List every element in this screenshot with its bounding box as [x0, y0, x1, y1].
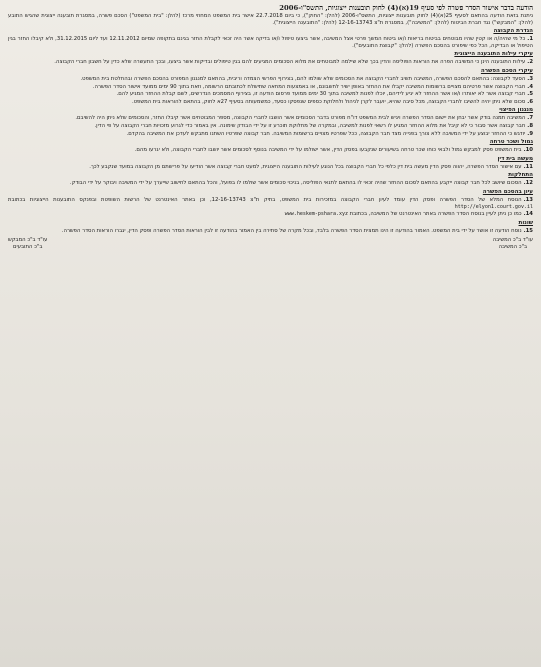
paragraph-number: 8.: [527, 122, 533, 129]
paragraph-number: 12.: [523, 180, 533, 187]
website-link[interactable]: www.heskem-pshara.xyz: [284, 211, 348, 218]
signature-block: [493, 237, 533, 250]
section-heading: עיקרי עילות התובענה הייצוגית: [454, 51, 533, 58]
section-paragraph: [8, 36, 533, 49]
paragraph-text: יודגש כי ההחזר יבוצע על ידי המשיבה ללא צורך בפנייה מצד חבר הקבוצה, ככל שפרטיו מצויים ברשומות המשיבה. חבר קבוצה שפרטיו השתנו מתבקש לעדכן את המשיבה בהקדם.: [126, 130, 526, 137]
paragraph-text: המשיבה תמנה בודק אשר יבחן את יישום הסדר הפשרה ויגיש לבית המשפט דו"ח מפורט בדבר הסכומים אשר הושבו לחברי הקבוצה, מספר המבוטחים אשר קיבלו החזר, והסכומים שלא ניתן היה להשיבם.: [75, 115, 526, 122]
section-heading: מעשה בית דין: [497, 155, 533, 162]
signatures: [8, 237, 533, 250]
section-heading: עיקרי הסכם הפשרה: [480, 67, 533, 74]
section-paragraph: [8, 76, 533, 83]
paragraph-text: עילות התובענה הינן כי המשיבה הפרה את הוראות הפוליסה והדין בכך שלא שילמה למבוטחים את מלוא הסכומים המגיעים להם בגין טיפולים ובדיקות אשר ביצעו, ובכך התעשרה שלא כדין על חשבון חברי הקבוצה.: [54, 59, 526, 66]
section-paragraph: [8, 123, 533, 130]
paragraph-text: הסכום שיושב לכל חבר קבוצה ייקבע בהתאם לסכום ההחזר שהיה זכאי לו בהתאם לתנאי הפוליסה, בניכוי סכומים אשר שולמו לו בפועל, והכל בהתאם לחישוב שייערך על ידי המשיבה ויבוקר על ידי הבודק.: [69, 180, 522, 187]
section-paragraph: [8, 59, 533, 66]
paragraph-text: כמו כן ניתן לעיין בנוסח הסדר הפשרה באתר האינטרנט של המשיבה, בכתובת: [349, 211, 522, 218]
section-paragraph: [8, 228, 533, 235]
notice-sections: [8, 28, 533, 234]
paragraph-number: 5.: [527, 91, 533, 98]
website-link[interactable]: http://elyon1.court.gov.il: [454, 203, 533, 210]
section-paragraph: [8, 115, 533, 122]
paragraph-text: בית המשפט פסק למבקש גמול ולבאי כוחו שכר טרחה בשיעורים שנקבעו בפסק הדין, אשר ישולמו על ידי המשיבה בנוסף לסכומים אשר יושבו לחברי הקבוצה, ולא יגרעו מהם.: [134, 147, 522, 154]
section-paragraph: [8, 197, 533, 210]
paragraph-text: כל מי שהיה/ה או קטין שהיו מבוטחים בביטוח בריאות ו/או ביטוח המשך פרטי אצל המשיבה, אשר ביצעו טיפול ו/או בדיקה אשר היה זכאי לקבלת החזר בגינם בתקופה שמיום 12.11.2012 ועד ליום 31.12.2015, ולא קיבלו החזר בגין הטיפול או הבדיקה, הכל כפי שיפורט בהסכם הפשרה (להלן: "קבוצת התובעים").: [8, 36, 533, 49]
signature-role: ב"כ התובעים: [12, 243, 43, 250]
paragraph-text: נוסח הודעה זו אושר על ידי בית המשפט. האמור בהודעה זו הינו תמצית הסדר הפשרה בלבד, ובכל מקרה של סתירה בין האמור בהודעה זו לבין הוראות הסדר הפשרה ופסק הדין, יגברו הוראות הסדר הפשרה.: [61, 227, 522, 234]
section-heading: התחלקות: [508, 172, 533, 179]
paragraph-number: 10.: [523, 147, 533, 154]
section-heading: מנגנון הפיצוי: [499, 107, 533, 114]
paragraph-number: 7.: [527, 115, 533, 122]
paragraph-number: 1.: [527, 36, 533, 43]
paragraph-number: 9.: [527, 130, 533, 137]
paragraph-number: 15.: [523, 227, 533, 234]
paragraph-number: 3.: [527, 75, 533, 82]
section-heading: שונות: [518, 219, 533, 226]
paragraph-number: 13.: [523, 196, 533, 203]
paragraph-text: עם אישור הסדר הפשרה, יהווה פסק הדין מעשה בית דין כלפי כל חברי הקבוצה בכל הנוגע לעילות התובענה הייצוגית, למעט חברי קבוצה אשר הודיעו על פרישתם מן הקבוצה במועד שנקבע לכך.: [89, 163, 522, 170]
section-heading: גמול ושכר טרחה: [489, 139, 533, 146]
section-paragraph: [8, 131, 533, 138]
section-paragraph: [8, 211, 533, 218]
section-paragraph: [8, 91, 533, 98]
section-heading: עיון בהסכם הפשרה: [482, 188, 533, 195]
paragraph-number: 4.: [527, 83, 533, 90]
section-paragraph: [8, 84, 533, 91]
signature-name: עו"ד ב"כ המבקש: [8, 237, 48, 244]
section-paragraph: [8, 147, 533, 154]
notice-title: הודעה בדבר אישור הסדר פשרה לפי סעיף 19(א)(4) לחוק תובענות ייצוגיות, התשס"ו-2006: [279, 4, 533, 12]
paragraph-text: חברי קבוצה אשר לא יאותרו ו/או אשר ההחזר לא יגיע לידיהם, יוכלו לפנות למשיבה בתוך 30 ימים ממועד פרסום הודעה זו, בצירוף המסמכים הנדרשים, לשם קבלת ההחזר המגיע להם.: [116, 91, 526, 98]
paragraph-number: 6.: [527, 98, 533, 105]
section-paragraph: [8, 180, 533, 187]
paragraph-text: חברי הקבוצה אשר פרטיהם מצויים ברשומות המשיבה יקבלו את ההחזר באופן ישיר לחשבונם, או באמצעות המחאה שתישלח לכתובתם הרשומה, וזאת בתוך 90 ימים ממועד אישור הסדר הפשרה.: [92, 83, 526, 90]
signature-block: [8, 237, 47, 250]
paragraph-number: 11.: [523, 163, 533, 170]
paragraph-text: הסעד לקבוצה: בהתאם להסכם הפשרה, המשיבה תשיב לחברי הקבוצה את הסכומים שלא שולמו להם, בצירוף הפרשי הצמדה וריבית, בהתאם למנגנון המפורט בהסכם הפשרה ובהחלטת בית המשפט.: [80, 75, 526, 82]
paragraph-text: סכום שלא ניתן יהיה להשיבו לחברי הקבוצה, מכל סיבה שהיא, יועבר לקרן לניהול ולחלוקת כספים שנפסקו כסעד, כמשמעותה בסעיף 27א לחוק, בהתאם להוראות בית המשפט.: [131, 98, 526, 105]
section-paragraph: [8, 99, 533, 106]
signature-role: ב"כ המשיבה: [498, 243, 528, 250]
signature-name: עו"ד ב"כ המשיבה: [492, 237, 533, 244]
section-paragraph: [8, 164, 533, 171]
notice-intro: ניתנת בזאת הודעה בהתאם לסעיף 25(א)(4) לחוק תובענות ייצוגיות, התשס"ו-2006 (להלן: "החוק"), כי ביום 22.7.2018 אישר בית המשפט המחוזי מרכז (להלן: "בית המשפט") הסכם פשרה, במסגרת תובענה ייצוגית שהגיש התובע (להלן: "המבקש") נגד חברת הביטוח (להלן: "המשיבה"), במסגרת ת"צ 12-16-13743 (להלן: "התובענה הייצוגית").: [8, 13, 533, 26]
paragraph-number: 2.: [527, 59, 533, 66]
paragraph-text: חבר קבוצה אשר סבור כי לא קיבל את מלוא ההחזר המגיע לו רשאי לפנות למשיבה, ובמקרה של מחלוקת תוכרע זו על ידי הבודק שימונה. אין באמור כדי לגרוע מזכויות חברי הקבוצה על פי הדין.: [94, 122, 526, 129]
paragraph-text: הנוסח המלא של הסדר הפשרה ופסק הדין עומד לעיון חברי הקבוצה במזכירות בית המשפט, בתיק ת"צ 12-16-13743, וכן באתר האינטרנט של הרשות השופטת ובפנקס התובענות הייצוגיות בכתובת: [8, 196, 522, 203]
section-heading: הגדרת הקבוצה: [493, 28, 533, 35]
paragraph-number: 14.: [523, 211, 533, 218]
